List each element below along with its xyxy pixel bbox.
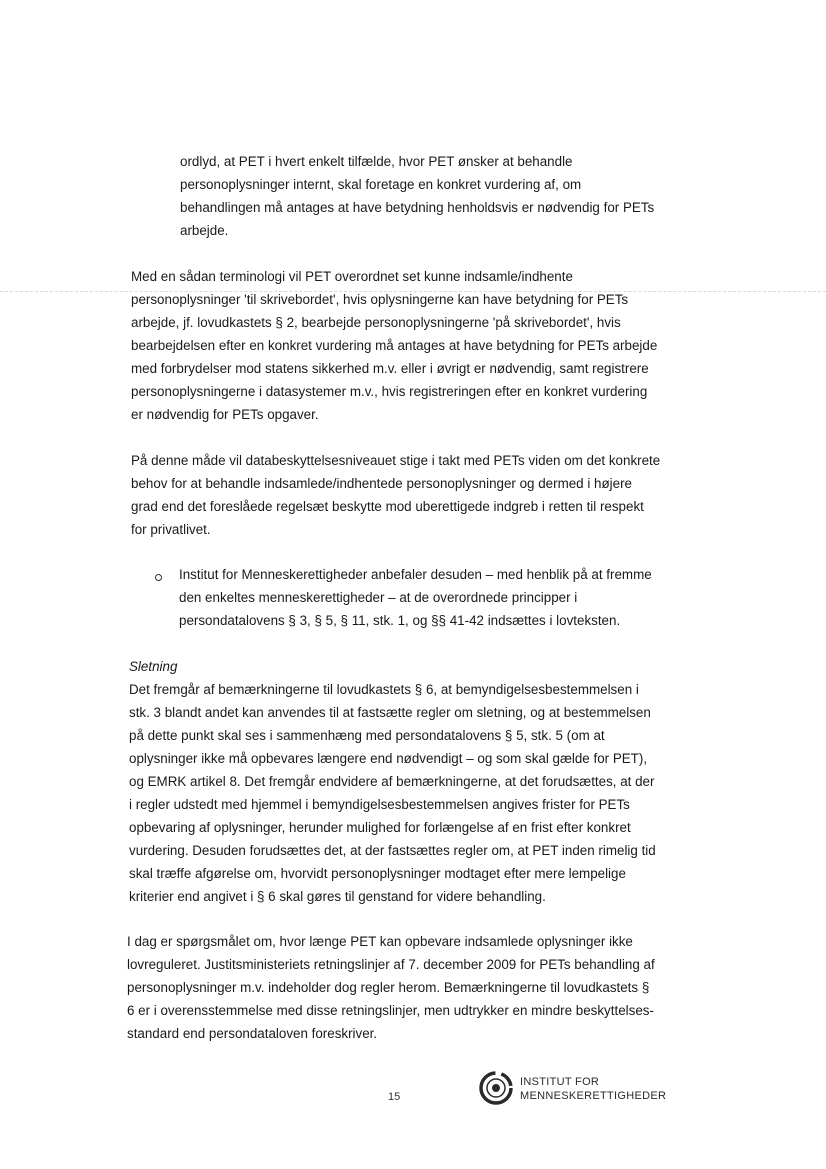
logo-line: MENNESKERETTIGHEDER [520,1090,667,1102]
text-line: og EMRK artikel 8. Det fremgår endvidere af bemærkningerne, at det forudsættes, at der [129,774,655,789]
text-line: ordlyd, at PET i hvert enkelt tilfælde, hvor PET ønsker at behandle [180,154,573,169]
text-line: er nødvendig for PETs opgaver. [131,407,319,422]
text-line: opbevaring af oplysninger, herunder mulighed for forlængelse af en frist efter konkret [129,820,631,835]
text-line: Institut for Menneskerettigheder anbefaler desuden – med henblik på at fremme [179,567,652,582]
text-line: med forbrydelser mod statens sikkerhed m.v. eller i øvrigt er nødvendig, samt registrere [131,361,649,376]
text-line: lovreguleret. Justitsministeriets retningslinjer af 7. december 2009 for PETs behandling af [127,957,655,972]
text-line: bearbejdelsen efter en konkret vurdering må antages at have betydning for PETs arbejde [131,338,658,353]
text-line: skal træffe afgørelse om, hvorvidt personoplysninger modtaget efter mere lempelige [129,866,626,881]
paragraph-current-law [127,930,655,1045]
logo-text [520,1075,666,1103]
text-line: behov for at behandle indsamlede/indhentede personoplysninger og dermed i højere [131,476,632,491]
text-line: Med en sådan terminologi vil PET overordnet set kunne indsamle/indhente [131,269,573,284]
logo-line: INSTITUT FOR [520,1076,600,1088]
text-line: standard end persondataloven foreskriver. [127,1026,378,1041]
text-line: På denne måde vil databeskyttelsesniveauet stige i takt med PETs viden om det konkrete [131,453,661,468]
paragraph-deletion [129,678,656,908]
text-line: personoplysningerne i datasystemer m.v., hvis registreringen efter en konkret vurdering [131,384,648,399]
text-line: personoplysninger internt, skal foretage en konkret vurdering af, om [180,177,582,192]
text-line: vurdering. Desuden forudsættes det, at der fastsættes regler om, at PET inden rimelig tid [129,843,656,858]
text-line: den enkeltes menneskerettigheder – at de overordnede principper i [179,590,578,605]
text-line: 6 er i overensstemmelse med disse retningslinjer, men udtrykker en mindre beskyttelses- [127,1003,654,1018]
text-line: Det fremgår af bemærkningerne til lovudkastets § 6, at bemyndigelsesbestemmelsen i [129,682,639,697]
text-line: arbejde, jf. lovudkastets § 2, bearbejde personoplysningerne 'på skrivebordet', hvis [131,315,621,330]
text-line: i regler udstedt med hjemmel i bemyndigelsesbestemmelsen angives frister for PETs [129,797,630,812]
text-line: for privatlivet. [131,522,211,537]
section-heading: Sletning [129,659,178,674]
paragraph-protection-level [131,449,660,541]
text-line: på dette punkt skal ses i sammenhæng med persondatalovens § 5, stk. 5 (om at [129,728,605,743]
text-line: stk. 3 blandt andet kan anvendes til at fastsætte regler om sletning, og at bestemmelsen [129,705,651,720]
text-line: behandlingen må antages at have betydning henholdsvis er nødvendig for PETs [180,200,655,215]
text-line: grad end det foreslåede regelsæt beskytte mod uberettigede indgreb i retten til respekt [131,499,644,514]
bullet-icon [155,574,162,581]
text-line: oplysninger ikke må opbevares længere end nødvendigt – og som skal gælde for PET), [129,751,648,766]
text-line: arbejde. [180,223,229,238]
institute-logo [478,1070,668,1110]
recommendation-bullet [179,563,652,632]
quoted-passage [180,150,654,242]
text-line: personoplysninger 'til skrivebordet', hvis oplysningerne kan have betydning for PETs [131,292,629,307]
text-line: persondatalovens § 3, § 5, § 11, stk. 1, og §§ 41-42 indsættes i lovteksten. [179,613,621,628]
paragraph-terminology [131,265,657,426]
text-line: kriterier end angivet i § 6 skal gøres til genstand for videre behandling. [129,889,546,904]
page-number: 15 [388,1091,401,1103]
logo-emblem-icon [478,1070,514,1106]
text-line: personoplysninger m.v. indeholder dog regler herom. Bemærkningerne til lovudkastets § [127,980,650,995]
text-line: I dag er spørgsmålet om, hvor længe PET kan opbevare indsamlede oplysninger ikke [127,934,633,949]
